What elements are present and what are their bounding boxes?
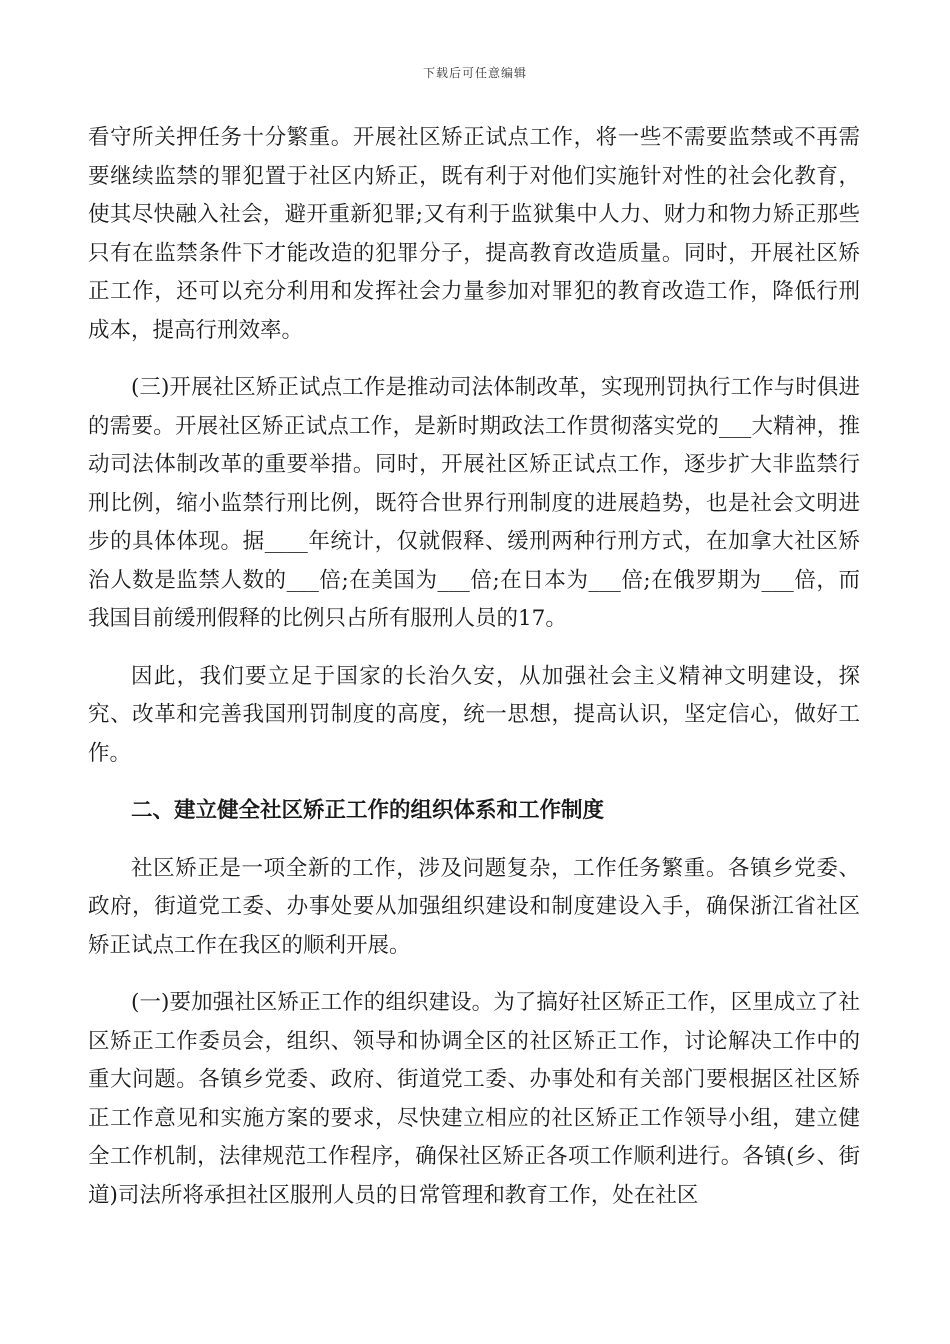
paragraph-section-three: (三)开展社区矫正试点工作是推动司法体制改革，实现刑罚执行工作与时俱进的需要。开展社区矫正试点工作，是新时期政法工作贯彻落实党的___大精神，推动司法体制改革的重要举措。同时，开展社区矫正试点工作，逐步扩大非监禁行刑比例，缩小监禁行刑比例，既符合世界行刑制度的进展趋势，也是社会文明进步的具体体现。据____年统计，仅就假释、缓刑两种行刑方式，在加拿大社区矫治人数是监禁人数的___倍;在美国为___倍;在日本为___倍;在俄罗期为___倍，而我国目前缓刑假释的比例只占所有服刑人员的17。 xyxy=(88,375,860,631)
paragraph-conclusion: 因此，我们要立足于国家的长治久安，从加强社会主义精神文明建设，探究、改革和完善我国刑罚制度的高度，统一思想，提高认识，坚定信心，做好工作。 xyxy=(88,663,860,766)
paragraph-intro-section-two: 社区矫正是一项全新的工作，涉及问题复杂，工作任务繁重。各镇乡党委、政府，街道党工委、办事处要从加强组织建设和制度建设入手，确保浙江省社区矫正试点工作在我区的顺利开展。 xyxy=(88,855,860,958)
paragraph-subsection-one: (一)要加强社区矫正工作的组织建设。为了搞好社区矫正工作，区里成立了社区矫正工作委员会，组织、领导和协调全区的社区矫正工作，讨论解决工作中的重大问题。各镇乡党委、政府、街道党工委、办事处和有关部门要根据区社区矫正工作意见和实施方案的要求，尽快建立相应的社区矫正工作领导小组，建立健全工作机制，法律规范工作程序，确保社区矫正各项工作顺利进行。各镇(乡、街道)司法所将承担社区服刑人员的日常管理和教育工作，处在社区 xyxy=(88,990,860,1208)
document-body xyxy=(88,119,860,1215)
section-heading: 二、建立健全社区矫正工作的组织体系和工作制度 xyxy=(131,798,605,823)
paragraph-continuation: 看守所关押任务十分繁重。开展社区矫正试点工作，将一些不需要监禁或不再需要继续监禁的罪犯置于社区内矫正，既有利于对他们实施针对性的社会化教育，使其尽快融入社会，避开重新犯罪;又有利于监狱集中人力、财力和物力矫正那些只有在监禁条件下才能改造的犯罪分子，提高教育改造质量。同时，开展社区矫正工作，还可以充分利用和发挥社会力量参加对罪犯的教育改造工作，降低行刑成本，提高行刑效率。 xyxy=(88,125,860,343)
page-header: 下载后可任意编辑 xyxy=(422,66,527,80)
